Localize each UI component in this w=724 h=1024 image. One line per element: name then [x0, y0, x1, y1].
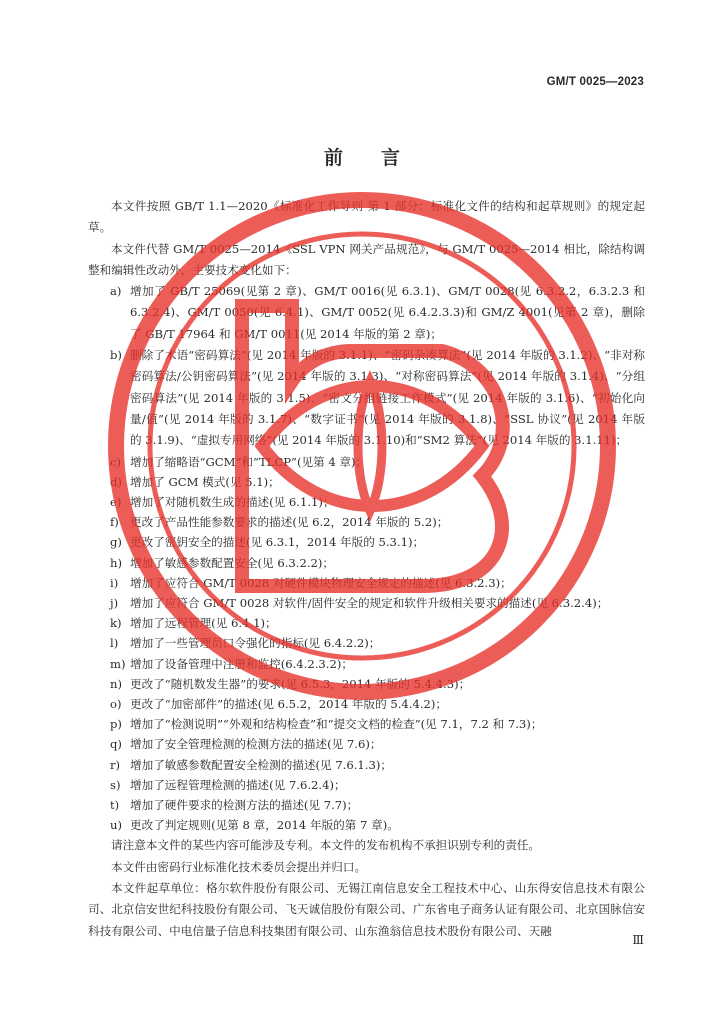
item-text: 增加了远程管理(见 6.4.1)； — [130, 616, 277, 631]
change-item — [88, 492, 645, 512]
item-label: d) — [110, 474, 122, 489]
change-item — [88, 775, 645, 795]
item-label: u) — [110, 818, 122, 833]
change-item — [88, 593, 645, 613]
item-text: 删除了术语“密码算法”(见 2014 年版的 3.1.1)、“密码杂凑算法”(见 2014 年版的 3.1.2)、“非对称密码算法/公钥密码算法”(见 2014 年版的 3.1.3)、“对称密码算法”(见 2014 年版的 3.1.4)、“分组密码算法”(见 2014 年版的 3.1.5)、“密文分组链接工作模式”(见 2014 年版的 3.1.6)、“初始化向量/值”(见 2014 年版的 3.1.7)、“数字证书”(见 2014 年版的 3.1.8)、“SSL 协议”(见 2014 年版的 3.1.9)、“虚拟专用网络”(见 2014 年版的 3.1.10)和“SM2 算法”(见 2014 年版的 3.1.11)； — [130, 348, 645, 448]
item-text: 更改了密钥安全的描述(见 6.3.1，2014 年版的 5.3.1)； — [130, 535, 425, 550]
item-label: k) — [110, 616, 122, 631]
item-label: c) — [110, 454, 122, 469]
change-item — [88, 613, 645, 633]
item-label: o) — [110, 697, 122, 711]
change-item — [88, 573, 645, 593]
item-text: 更改了“加密部件”的描述(见 6.5.2，2014 年版的 5.4.4.2)； — [130, 697, 448, 711]
intro-paragraph: 本文件代替 GM/T 0025—2014《SSL VPN 网关产品规范》，与 GM/T 0025—2014 相比，除结构调整和编辑性改动外，主要技术变化如下： — [88, 241, 645, 277]
change-item — [88, 714, 645, 734]
item-label: l) — [110, 636, 119, 651]
change-item — [88, 553, 645, 573]
item-label: n) — [110, 676, 122, 691]
item-label: f) — [110, 515, 119, 530]
item-text: 增加了“检测说明”“外观和结构检查”和“提交文档的检查”(见 7.1，7.2 和 7.3)； — [130, 717, 543, 732]
item-label: q) — [110, 737, 122, 752]
item-label: s) — [110, 777, 121, 792]
item-label: p) — [110, 717, 122, 732]
item-text: 增加了安全管理检测的检测方法的描述(见 7.6)； — [130, 737, 382, 752]
item-label: i) — [110, 575, 119, 590]
item-text: 增加了 GB/T 25069(见第 2 章)、GM/T 0016(见 6.3.1)、GM/T 0028(见 6.3.2.2，6.3.2.3 和 6.3.2.4)、GM/T 0050(见 6.4.1)、GM/T 0052(见 6.4.2.3.3)和 GM/Z 4001(见第 2 章)，删除了 GB/T 17964 和 GM/T 0011(见 2014 年版的第 2 章)； — [130, 284, 645, 341]
change-item — [88, 472, 645, 492]
patent-notice: 请注意本文件的某些内容可能涉及专利。本文件的发布机构不承担识别专利的责任。 — [111, 838, 540, 853]
item-text: 增加了应符合 GM/T 0028 对硬件模块物理安全规定的描述(见 6.3.2.3)； — [130, 575, 512, 590]
page-title: 前言 — [323, 147, 438, 169]
item-label: b) — [110, 348, 122, 363]
item-label: r) — [110, 757, 121, 772]
item-label: t) — [110, 798, 120, 813]
item-text: 更改了判定规则(见第 8 章，2014 年版的第 7 章)。 — [130, 818, 399, 833]
change-item — [88, 815, 645, 835]
change-item — [88, 452, 645, 472]
standard-code: GM/T 0025—2023 — [546, 76, 644, 88]
item-label: g) — [110, 535, 122, 550]
item-text: 增加了敏感参数配置安全检测的描述(见 7.6.1.3)； — [130, 757, 392, 772]
intro-paragraph: 本文件按照 GB/T 1.1—2020《标准化工作导则 第 1 部分：标准化文件的结构和起草规则》的规定起草。 — [88, 199, 645, 235]
item-label: h) — [110, 555, 122, 570]
item-text: 增加了对随机数生成的描述(见 6.1.1)； — [130, 494, 335, 509]
item-text: 增加了一些管理员口令强化的指标(见 6.4.2.2)； — [130, 636, 381, 651]
item-text: 增加了应符合 GM/T 0028 对软件/固件安全的规定和软件升级相关要求的描述(见 6.3.2.4)； — [130, 595, 609, 610]
change-item — [88, 345, 645, 451]
change-item — [88, 532, 645, 552]
change-item — [88, 795, 645, 815]
item-text: 增加了设备管理中注册和监控(6.4.2.3.2)； — [130, 656, 353, 671]
change-item — [88, 734, 645, 754]
drafting-units: 本文件起草单位：格尔软件股份有限公司、无锡江南信息安全工程技术中心、山东得安信息技术有限公司、北京信安世纪科技股份有限公司、飞天诚信股份有限公司、广东省电子商务认证有限公司、北京国脉信安科技有限公司、中电信量子信息科技集团有限公司、山东渔翁信息技术股份有限公司、天融 — [88, 881, 645, 938]
item-text: 更改了“随机数发生器”的要求(见 6.5.3，2014 年版的 5.4.4.3)； — [130, 676, 471, 691]
item-label: a) — [110, 284, 122, 299]
page-number: Ⅲ — [632, 933, 644, 947]
item-label: m) — [110, 656, 126, 671]
item-text: 增加了敏感参数配置安全(见 6.3.2.2)； — [130, 555, 335, 570]
item-label: j) — [110, 595, 119, 610]
change-item — [88, 281, 645, 345]
item-label: e) — [110, 494, 122, 509]
change-item — [88, 694, 645, 714]
change-item — [88, 654, 645, 674]
changes-list — [88, 281, 645, 835]
change-item — [88, 674, 645, 694]
change-item — [88, 633, 645, 653]
change-item — [88, 512, 645, 532]
change-item — [88, 755, 645, 775]
item-text: 增加了远程管理检测的描述(见 7.6.2.4)； — [130, 777, 346, 792]
foreword-body — [88, 196, 645, 942]
item-text: 增加了 GCM 模式(见 5.1)； — [130, 474, 280, 489]
item-text: 增加了缩略语“GCM”和“TLCP”(见第 4 章)； — [130, 454, 368, 469]
item-text: 增加了硬件要求的检测方法的描述(见 7.7)； — [130, 798, 359, 813]
item-text: 更改了产品性能参数要求的描述(见 6.2，2014 年版的 5.2)； — [130, 515, 449, 530]
committee-notice: 本文件由密码行业标准化技术委员会提出并归口。 — [111, 859, 367, 874]
